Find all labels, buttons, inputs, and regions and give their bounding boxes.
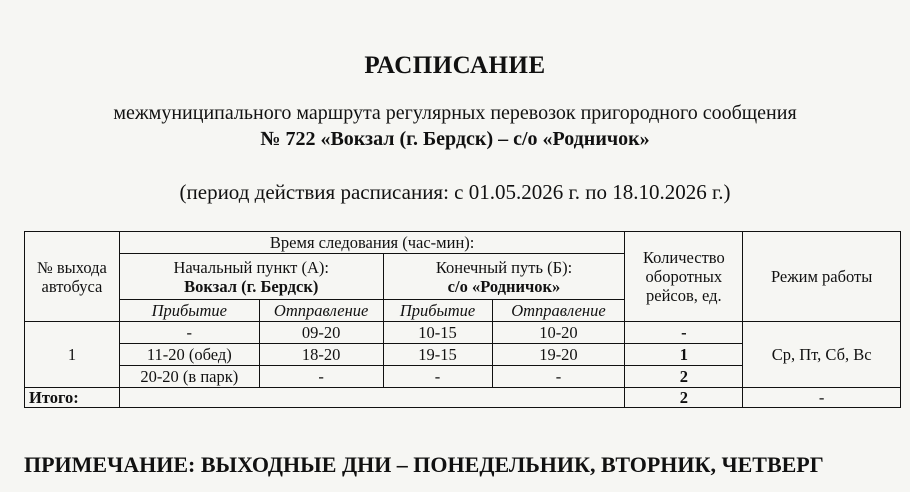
header-start-point-label: Начальный пункт (А): bbox=[173, 257, 329, 277]
total-row bbox=[25, 388, 901, 408]
header-travel-time: Время следования (час-мин): bbox=[119, 232, 625, 254]
header-departure-a: Отправление bbox=[259, 300, 383, 322]
total-trip-count: 2 bbox=[625, 388, 743, 408]
departure-a-cell: 18-20 bbox=[259, 344, 383, 366]
trip-count-cell: 1 bbox=[625, 344, 743, 366]
schedule-table bbox=[24, 231, 901, 408]
arrival-b-cell: - bbox=[383, 366, 492, 388]
arrival-b-cell: 19-15 bbox=[383, 344, 492, 366]
header-end-point-label: Конечный путь (Б): bbox=[435, 257, 573, 277]
trip-count-cell: 2 bbox=[625, 366, 743, 388]
total-label: Итого: bbox=[25, 388, 120, 408]
header-trip-count: Количество оборотных рейсов, ед. bbox=[625, 232, 743, 322]
arrival-b-cell: 10-15 bbox=[383, 322, 492, 344]
arrival-a-cell: 11-20 (обед) bbox=[119, 344, 259, 366]
arrival-a-cell: 20-20 (в парк) bbox=[119, 366, 259, 388]
header-departure-b: Отправление bbox=[492, 300, 625, 322]
route-description-line1: межмуниципального маршрута регулярных перевозок пригородного сообщения bbox=[113, 102, 797, 124]
header-end-point bbox=[383, 254, 625, 300]
header-exit-number: № выхода автобуса bbox=[25, 232, 120, 322]
note-days-off: ПРИМЕЧАНИЕ: ВЫХОДНЫЕ ДНИ – ПОНЕДЕЛЬНИК, ВТОРНИК, ЧЕТВЕРГ bbox=[24, 452, 824, 477]
header-start-point bbox=[119, 254, 383, 300]
exit-number-cell: 1 bbox=[25, 322, 120, 388]
operating-mode-cell: Ср, Пт, Сб, Вс bbox=[743, 322, 901, 388]
header-operating-mode: Режим работы bbox=[743, 232, 901, 322]
departure-a-cell: - bbox=[259, 366, 383, 388]
departure-a-cell: 09-20 bbox=[259, 322, 383, 344]
validity-period: (период действия расписания: с 01.05.2026 г. по 18.10.2026 г.) bbox=[179, 180, 731, 204]
total-empty-cell bbox=[119, 388, 625, 408]
table-row bbox=[25, 322, 901, 344]
trip-count-cell: - bbox=[625, 322, 743, 344]
departure-b-cell: 19-20 bbox=[492, 344, 625, 366]
arrival-a-cell: - bbox=[119, 322, 259, 344]
route-description bbox=[0, 100, 910, 152]
header-start-point-name: Вокзал (г. Бердск) bbox=[184, 276, 319, 296]
header-end-point-name: с/о «Родничок» bbox=[447, 276, 561, 296]
departure-b-cell: - bbox=[492, 366, 625, 388]
document-title: РАСПИСАНИЕ bbox=[364, 52, 546, 79]
total-operating-mode: - bbox=[743, 388, 901, 408]
route-name: № 722 «Вокзал (г. Бердск) – с/о «Родничок» bbox=[260, 128, 650, 150]
departure-b-cell: 10-20 bbox=[492, 322, 625, 344]
header-arrival-b: Прибытие bbox=[383, 300, 492, 322]
header-arrival-a: Прибытие bbox=[119, 300, 259, 322]
